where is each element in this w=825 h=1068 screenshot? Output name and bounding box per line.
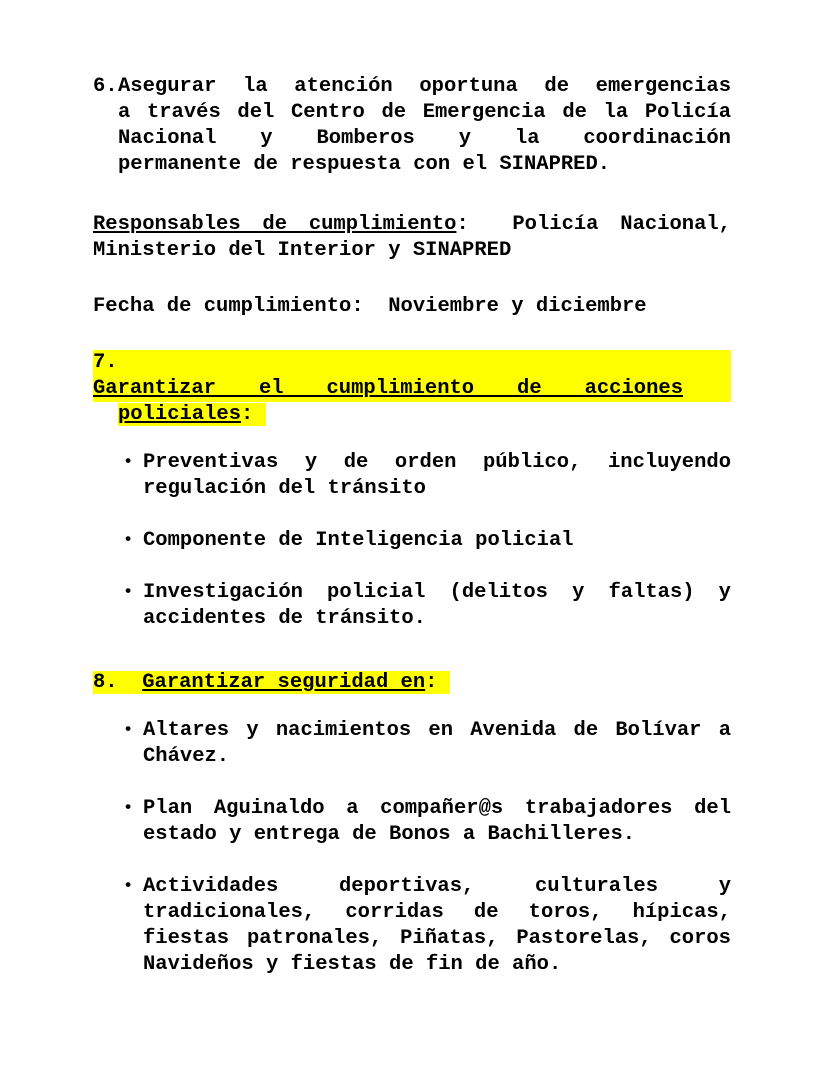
item-8-heading-colon: : [425,671,438,694]
bullet-icon: • [123,531,134,550]
responsables-line-1 [93,212,731,238]
numbered-item-8-heading [93,670,731,696]
item-7-bullet-list [93,450,731,632]
spacer [93,696,731,718]
item-7-heading-row-1 [93,350,731,402]
item-8-gap [118,671,143,694]
list-item [93,718,731,770]
item-8-highlight [93,671,450,694]
list-item [93,874,731,978]
responsables-value-1: Policía Nacional, [468,213,731,236]
spacer [93,196,731,212]
bullet-icon: • [123,877,134,896]
bullet-icon: • [123,583,134,602]
numbered-item-7-heading [93,350,731,428]
spacer [93,282,731,294]
list-item-text: Altares y nacimientos en Avenida de Bolívar a Chávez. [143,719,731,768]
list-item [93,796,731,848]
list-item-text: Investigación policial (delitos y faltas) y accidentes de tránsito. [143,581,731,630]
responsables-line-2: Ministerio del Interior y SINAPRED [93,239,512,262]
item-8-number: 8. [93,671,118,694]
item-6-line-2: a través del Centro de Emergencia de la Policía [118,101,731,124]
item-7-heading-text-1: Garantizar el cumplimiento de acciones [93,377,683,400]
item-6-line-3: Nacional y Bomberos y la coordinación [118,127,731,150]
item-7-heading-row-2 [93,402,731,428]
list-item-text: Plan Aguinaldo a compañer@s trabajadores del estado y entrega de Bonos a Bachilleres. [143,797,731,846]
spacer [93,428,731,450]
item-7-number: 7. [93,351,118,374]
item-6-text [118,74,731,178]
numbered-item-6 [93,74,731,178]
item-7-gap [118,351,143,374]
spacer [93,658,731,670]
item-7-heading-colon: : [241,403,254,426]
item-7-heading-text-2: policiales [118,403,242,426]
list-item-text: Preventivas y de orden público, incluyendo regulación del tránsito [143,451,731,500]
item-6-line-1: Asegurar la atención oportuna de emergencias [118,75,731,98]
item-6-line-4: permanente de respuesta con el SINAPRED. [118,153,611,176]
list-item-text: Componente de Inteligencia policial [143,529,574,552]
item-6-number: 6. [93,75,118,98]
bullet-icon: • [123,721,134,740]
item-7-highlight-line-2 [118,403,266,426]
item-8-heading-text: Garantizar seguridad en [142,671,426,694]
item-7-highlight-line-1 [93,350,731,402]
document-body [93,74,731,1004]
list-item [93,580,731,632]
fecha-value: Noviembre y diciembre [363,295,647,318]
list-item [93,450,731,502]
list-item [93,528,731,554]
fecha-paragraph [93,294,731,320]
responsables-colon: : [456,213,469,236]
item-8-heading-row [93,670,731,696]
bullet-icon: • [123,799,134,818]
responsables-paragraph [93,212,731,264]
responsables-label: Responsables de cumplimiento [93,213,457,236]
spacer [93,338,731,350]
bullet-icon: • [123,453,134,472]
item-8-bullet-list [93,718,731,978]
list-item-text: Actividades deportivas, culturales y tradicionales, corridas de toros, hípicas, fiestas patronales, Piñatas, Pastorelas, coros Navideños y fiestas de fin de año. [143,875,731,976]
fecha-label: Fecha de cumplimiento: [93,295,364,318]
fecha-line [93,294,731,320]
